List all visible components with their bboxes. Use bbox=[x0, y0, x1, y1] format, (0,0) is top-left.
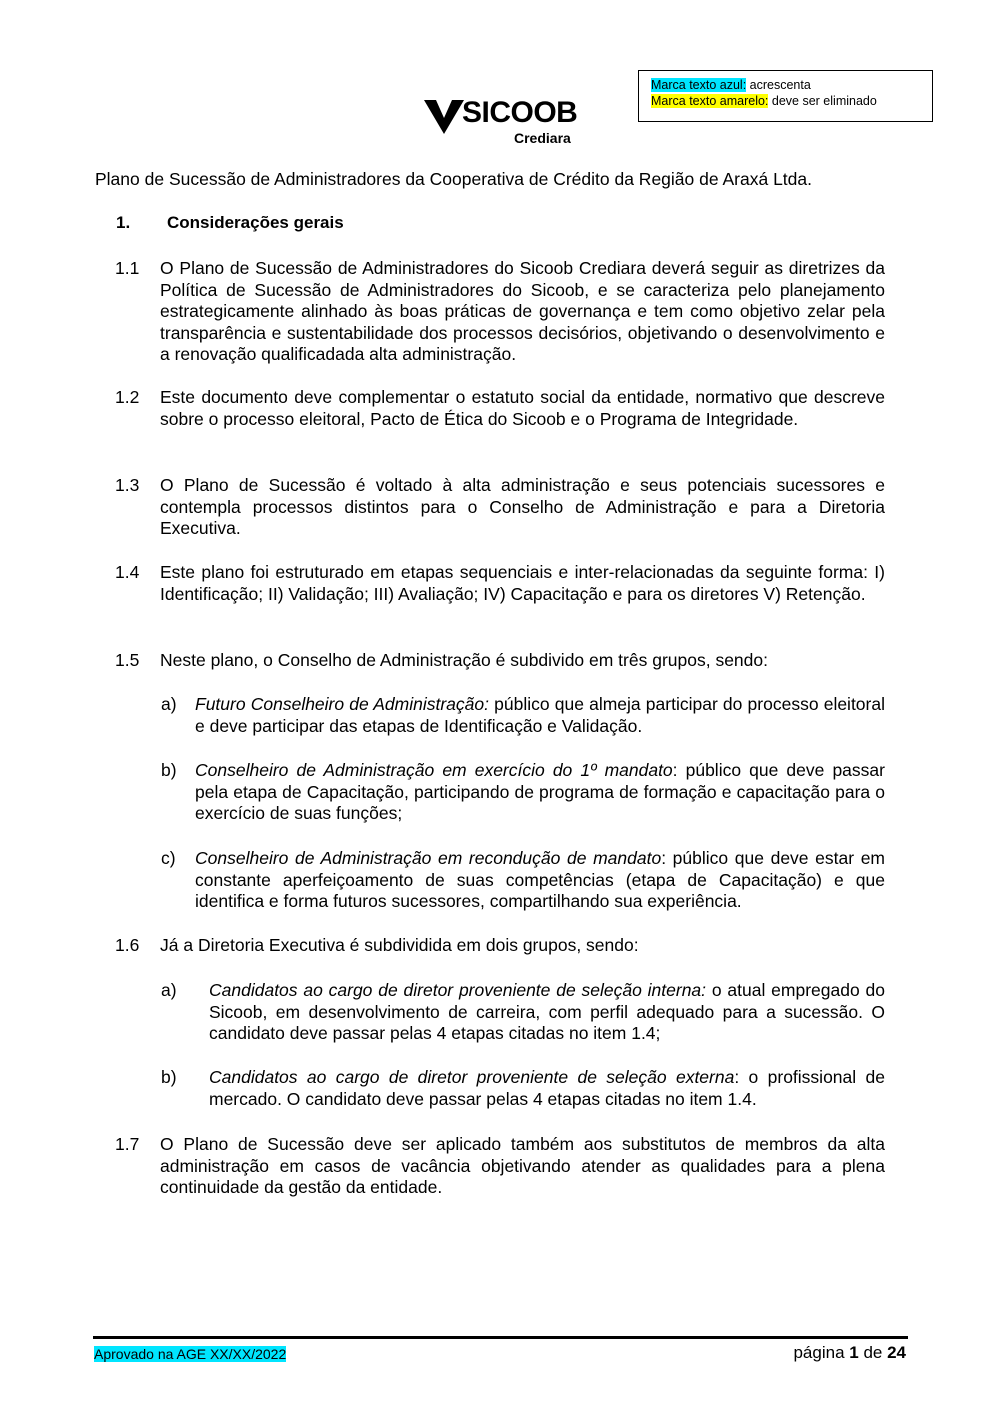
logo-unit: Crediara bbox=[514, 130, 571, 146]
legend-blue-text: acrescenta bbox=[746, 78, 811, 92]
group-term: Conselheiro de Administração em exercício do 1º mandato bbox=[195, 760, 673, 780]
sicoob-logo bbox=[424, 96, 584, 152]
legend-blue-marker: Marca texto azul: bbox=[651, 78, 747, 92]
paragraph-number: 1.6 bbox=[115, 935, 140, 955]
group-description: : público que deve passar pela etapa de Capacitação, participando de programa de formação e capacitação para o exercício de suas funções; bbox=[195, 760, 885, 823]
section-title: Considerações gerais bbox=[167, 213, 344, 232]
list-item-text bbox=[209, 1067, 885, 1110]
page-number bbox=[793, 1343, 906, 1363]
footer-divider bbox=[93, 1336, 908, 1339]
paragraph-text: Neste plano, o Conselho de Administração é subdivido em três grupos, sendo: bbox=[160, 650, 768, 670]
page-prefix: página bbox=[793, 1343, 850, 1362]
document-title: Plano de Sucessão de Administradores da Cooperativa de Crédito da Região de Araxá Ltda. bbox=[95, 169, 812, 189]
paragraph-text: Este documento deve complementar o estatuto social da entidade, normativo que descreve sobre o processo eleitoral, Pacto de Ética do Sicoob e o Programa de Integridade. bbox=[160, 387, 885, 429]
legend-yellow-text: deve ser eliminado bbox=[768, 94, 877, 108]
legend-line-yellow bbox=[651, 93, 932, 109]
paragraph-text: Já a Diretoria Executiva é subdividida em dois grupos, sendo: bbox=[160, 935, 639, 955]
group-description: o atual empregado do Sicoob, em desenvolvimento de carreira, com perfil adequado para a sucessão. O candidato deve passar pelas 4 etapas citadas no item 1.4; bbox=[209, 980, 885, 1043]
group-term: Futuro Conselheiro de Administração: bbox=[195, 694, 489, 714]
footer-approval bbox=[94, 1346, 286, 1363]
list-item-text bbox=[209, 980, 885, 1045]
paragraph-number: 1.7 bbox=[115, 1134, 140, 1154]
list-label: a) bbox=[161, 980, 177, 1000]
highlight-legend bbox=[638, 70, 933, 122]
group-description: : o profissional de mercado. O candidato deve passar pelas 4 etapas citadas no item 1.4. bbox=[209, 1067, 885, 1109]
list-label: b) bbox=[161, 1067, 177, 1087]
list-item-text bbox=[195, 760, 885, 825]
group-term: Candidatos ao cargo de diretor proveniente de seleção externa bbox=[209, 1067, 735, 1087]
legend-yellow-marker: Marca texto amarelo: bbox=[651, 94, 769, 108]
list-label: a) bbox=[161, 694, 177, 714]
page-current: 1 bbox=[849, 1343, 859, 1362]
paragraph-number: 1.4 bbox=[115, 562, 140, 582]
page-total: 24 bbox=[887, 1343, 906, 1362]
list-item-text bbox=[195, 848, 885, 913]
legend-line-blue bbox=[651, 77, 932, 93]
paragraph-text: O Plano de Sucessão deve ser aplicado também aos substitutos de membros da alta administração em casos de vacância objetivando atender as qualidades para a plena continuidade da gestão da entidade. bbox=[160, 1134, 885, 1197]
paragraph-number: 1.5 bbox=[115, 650, 140, 670]
paragraph-text: O Plano de Sucessão é voltado à alta administração e seus potenciais sucessores e contempla processos distintos para o Conselho de Administração e para a Diretoria Executiva. bbox=[160, 475, 885, 538]
list-item-text bbox=[195, 694, 885, 737]
section-number: 1. bbox=[116, 213, 131, 232]
list-label: b) bbox=[161, 760, 177, 780]
sicoob-logo-icon bbox=[424, 98, 464, 134]
group-term: Conselheiro de Administração em recondução de mandato bbox=[195, 848, 662, 868]
paragraph-text: O Plano de Sucessão de Administradores do Sicoob Crediara deverá seguir as diretrizes da Política de Sucessão de Administradores do Sicoob, e se caracteriza pelo planejamento estrategicamente alinhado às boas práticas de governança e tem como objetivo zelar pela transparência e sustentabilidade dos processos decisórios, objetivando o desenvolvimento e a renovação qualificadada alta administração. bbox=[160, 258, 885, 364]
logo-brand: SICOOB bbox=[462, 96, 578, 129]
page-separator: de bbox=[858, 1343, 888, 1362]
group-description: público que almeja participar do processo eleitoral e deve participar das etapas de Identificação e Validação. bbox=[195, 694, 885, 736]
approval-text: Aprovado na AGE XX/XX/2022 bbox=[94, 1346, 287, 1362]
group-term: Candidatos ao cargo de diretor proveniente de seleção interna: bbox=[209, 980, 707, 1000]
list-label: c) bbox=[161, 848, 176, 868]
paragraph-number: 1.3 bbox=[115, 475, 140, 495]
paragraph-number: 1.2 bbox=[115, 387, 140, 407]
group-description: : público que deve estar em constante aperfeiçoamento de suas competências (etapa de Capacitação) e que identifica e forma futuros sucessores, compartilhando sua experiência. bbox=[195, 848, 885, 911]
paragraph-number: 1.1 bbox=[115, 258, 140, 278]
paragraph-text: Este plano foi estruturado em etapas sequenciais e inter-relacionadas da seguinte forma: I) Identificação; II) Validação; III) Avaliação; IV) Capacitação e para os diretores V) Retenção. bbox=[160, 562, 885, 604]
